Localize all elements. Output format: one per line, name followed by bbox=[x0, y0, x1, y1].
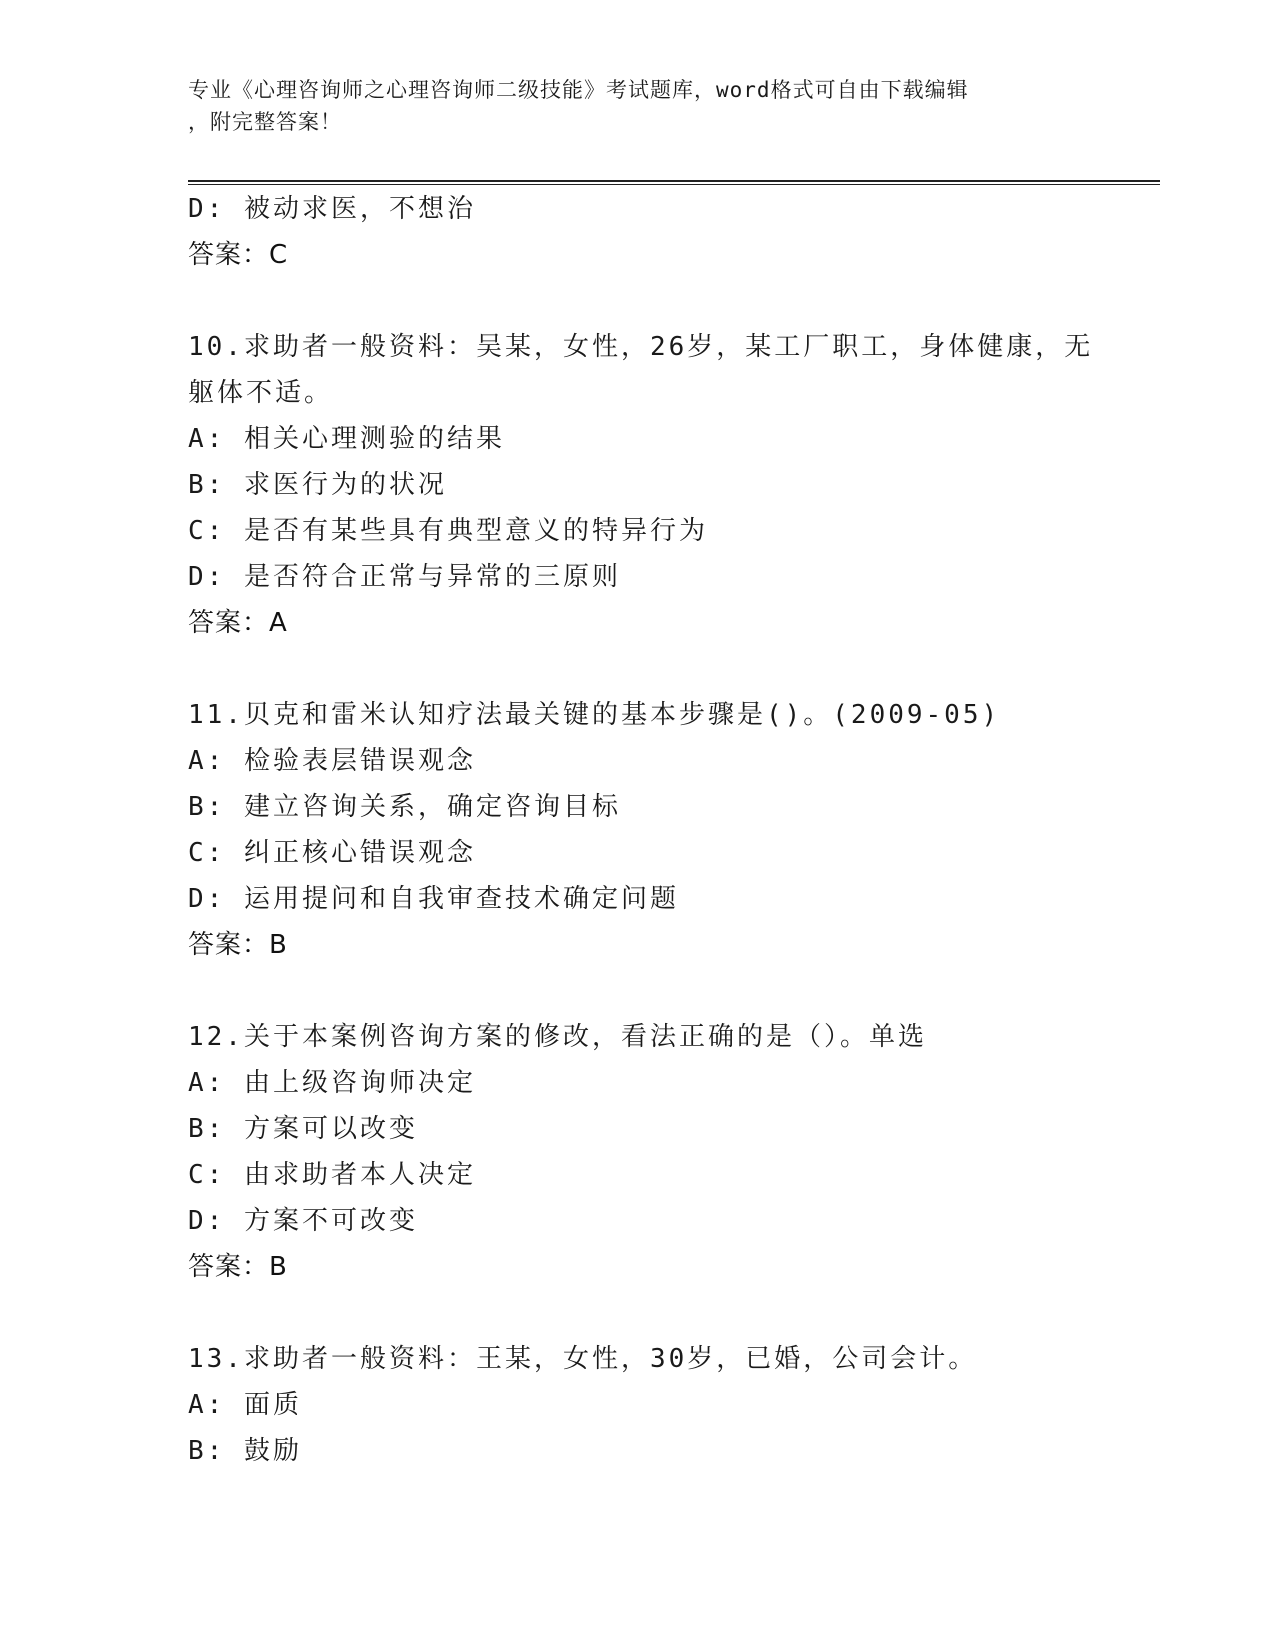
header-title-line: 专业《心理咨询师之心理咨询师二级技能》考试题库，word格式可自由下载编辑 bbox=[188, 78, 969, 102]
question-11-stem: 11.贝克和雷米认知疗法最关键的基本步骤是()。(2009-05) bbox=[188, 700, 1001, 730]
question-12-answer: 答案：B bbox=[188, 1252, 288, 1282]
question-13-option-b: B: 鼓励 bbox=[188, 1436, 302, 1466]
spacer bbox=[188, 646, 1148, 692]
spacer bbox=[188, 968, 1148, 1014]
question-12-stem: 12.关于本案例咨询方案的修改，看法正确的是（）。单选 bbox=[188, 1022, 927, 1052]
question-11-option-b: B: 建立咨询关系，确定咨询目标 bbox=[188, 792, 621, 822]
document-header bbox=[188, 74, 1068, 138]
question-9-answer: 答案：C bbox=[188, 240, 289, 270]
question-10-stem-continuation: 躯体不适。 bbox=[188, 378, 334, 408]
question-10-option-c: C: 是否有某些具有典型意义的特异行为 bbox=[188, 516, 708, 546]
spacer bbox=[188, 278, 1148, 324]
question-12-option-a: A: 由上级咨询师决定 bbox=[188, 1068, 476, 1098]
header-divider bbox=[188, 180, 1160, 185]
question-13-stem: 13.求助者一般资料：王某，女性，30岁，已婚，公司会计。 bbox=[188, 1344, 978, 1374]
question-11-option-c: C: 纠正核心错误观念 bbox=[188, 838, 476, 868]
question-10-stem: 10.求助者一般资料：吴某，女性，26岁，某工厂职工，身体健康，无 bbox=[188, 332, 1094, 362]
question-12-option-c: C: 由求助者本人决定 bbox=[188, 1160, 476, 1190]
question-9-option-d: D: 被动求医，不想治 bbox=[188, 194, 476, 224]
question-10-option-a: A: 相关心理测验的结果 bbox=[188, 424, 505, 454]
question-11-option-a: A: 检验表层错误观念 bbox=[188, 746, 476, 776]
question-12-option-b: B: 方案可以改变 bbox=[188, 1114, 418, 1144]
spacer bbox=[188, 1290, 1148, 1336]
question-10-option-d: D: 是否符合正常与异常的三原则 bbox=[188, 562, 621, 592]
question-12-option-d: D: 方案不可改变 bbox=[188, 1206, 418, 1236]
question-11-answer: 答案：B bbox=[188, 930, 288, 960]
question-list bbox=[188, 186, 1148, 1474]
question-10-answer: 答案：A bbox=[188, 608, 288, 638]
question-11-option-d: D: 运用提问和自我审查技术确定问题 bbox=[188, 884, 679, 914]
header-title-continuation: ，附完整答案！ bbox=[188, 110, 342, 134]
question-13-option-a: A: 面质 bbox=[188, 1390, 302, 1420]
question-10-option-b: B: 求医行为的状况 bbox=[188, 470, 447, 500]
